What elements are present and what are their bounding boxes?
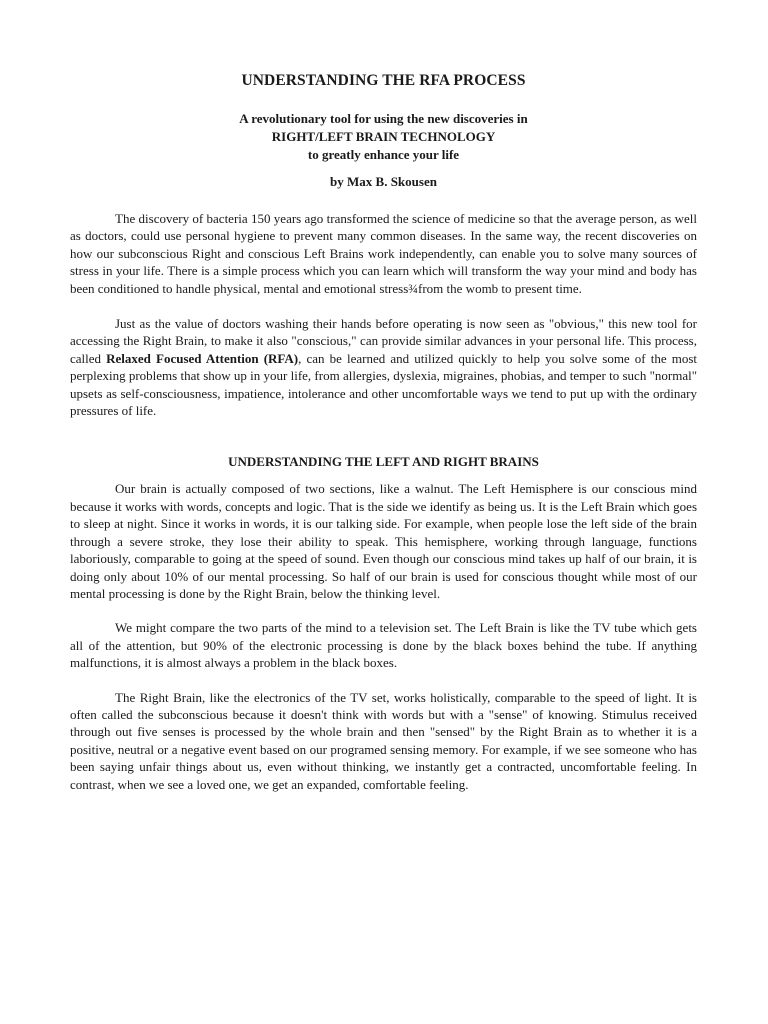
author-byline: by Max B. Skousen: [330, 174, 437, 189]
document-page: [70, 72, 697, 793]
subtitle-line-1: A revolutionary tool for using the new discoveries in: [239, 111, 528, 126]
rfa-term: Relaxed Focused Attention (RFA): [106, 350, 299, 366]
paragraph-2-text-a: Just as the value of doctors washing their hands before operating is now seen as "obvious," this new tool for accessing the Right Brain, to make it also "conscious," can provide similar advances in your personal life. This process, called: [70, 316, 697, 366]
subtitle-line-3: to greatly enhance your life: [307, 147, 460, 162]
document-title: UNDERSTANDING THE RFA PROCESS: [241, 72, 526, 89]
paragraph-4: We might compare the two parts of the mind to a television set. The Left Brain is like the TV tube which gets all of the attention, but 90% of the electronic processing is done by the black boxes behind the tube. If anything malfunctions, it is almost always a problem in the black boxes.: [70, 620, 697, 671]
subtitle-line-2: RIGHT/LEFT BRAIN TECHNOLOGY: [271, 129, 496, 144]
section-heading: UNDERSTANDING THE LEFT AND RIGHT BRAINS: [228, 454, 539, 470]
paragraph-2-text-b: , can be learned and utilized quickly to help you solve some of the most perplexing problems that show up in your life, from allergies, dyslexia, migraines, phobias, and temper to such "normal" upsets as self-consciousness, impatience, intolerance and other uncomfortable ways we tend to put up with the ordinary pressures of life.: [70, 350, 698, 419]
paragraph-2: [70, 315, 697, 419]
paragraph-3: Our brain is actually composed of two sections, like a walnut. The Left Hemisphere is our conscious mind because it works with words, concepts and logic. That is the side we identify as being us. It is the Left Brain which goes to sleep at night. Since it works in words, it is our talking side. For example, when people lose the left side of the brain through a severe stroke, they lose their ability to speak. This hemisphere, working through language, functions laboriously, comparable to going at the speed of sound. Even though our conscious mind takes up half of our brain, it is doing only about 10% of our mental processing. So half of our brain is used for conscious thought while most of our mental processing is done by the Right Brain, below the thinking level.: [70, 481, 697, 601]
paragraph-5: The Right Brain, like the electronics of the TV set, works holistically, comparable to the speed of light. It is often called the subconscious because it doesn't think with words but with a "sense" of knowing. Stimulus received through out five senses is processed by the whole brain and then "sensed" by the Right Brain as to whether it is a positive, neutral or a negative event based on our programed sensing memory. For example, if we see someone who has been saying unfair things about us, even without thinking, we instantly get a contracted, uncomfortable feeling. In contrast, when we see a loved one, we get an expanded, comfortable feeling.: [70, 689, 697, 792]
paragraph-1: The discovery of bacteria 150 years ago transformed the science of medicine so that the average person, as well as doctors, could use personal hygiene to prevent many common diseases. In the same way, the recent discoveries on how our subconscious Right and conscious Left Brains work independently, can enable you to solve many sources of stress in your life. There is a simple process which you can learn which will transform the way your mind and body has been conditioned to handle physical, mental and emotional stress¾from the womb to present time.: [70, 211, 697, 296]
